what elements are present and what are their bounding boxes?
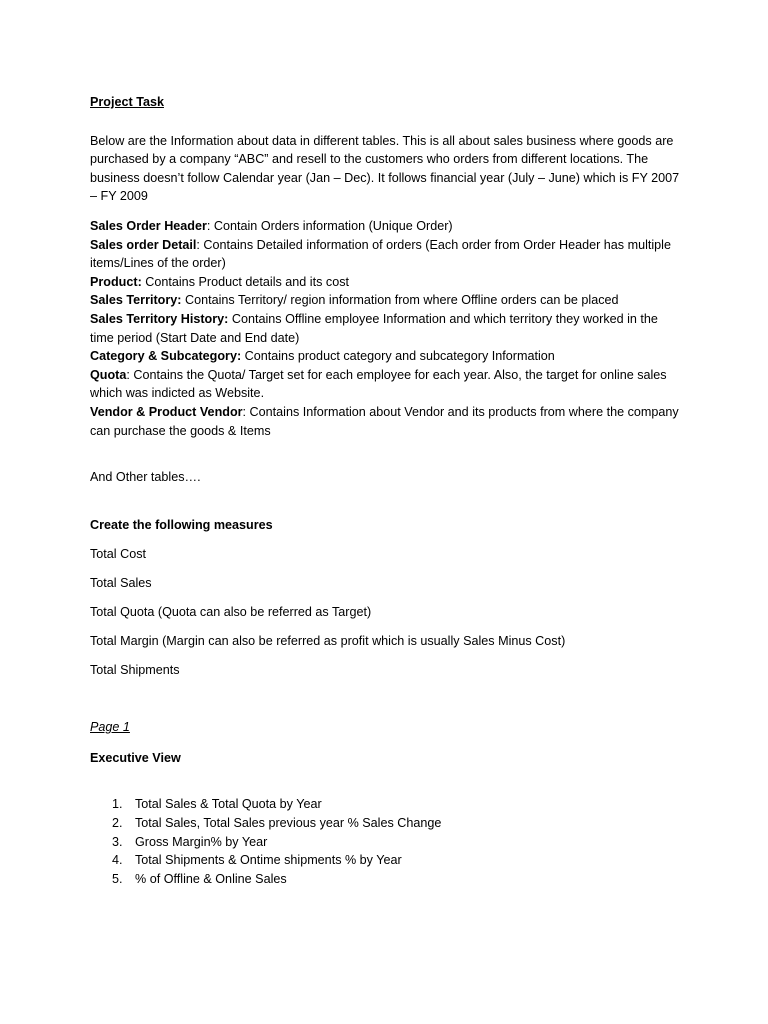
- measure-item: Total Margin (Margin can also be referred as profit which is usually Sales Minus Cost): [90, 633, 566, 648]
- list-item: [90, 833, 680, 852]
- definition-text: Contains Product details and its cost: [145, 274, 349, 289]
- definition-separator: :: [126, 367, 134, 382]
- list-item-text: Total Sales & Total Quota by Year: [135, 797, 322, 812]
- list-number: 2.: [112, 815, 123, 830]
- list-number: 1.: [112, 797, 123, 812]
- definition-item: [90, 310, 680, 347]
- list-number: 5.: [112, 871, 123, 886]
- definition-term: Quota: [90, 367, 127, 382]
- definition-item: [90, 273, 680, 292]
- definition-text: Contains product category and subcategory Information: [244, 349, 555, 364]
- definition-text: Contains Information about Vendor and its products from where the company can purchase the goods & Items: [90, 404, 679, 438]
- executive-view-list: [90, 795, 680, 888]
- list-item: [90, 814, 680, 833]
- list-item-text: Total Sales, Total Sales previous year % Sales Change: [135, 815, 442, 830]
- list-item: [90, 851, 680, 870]
- page-label: Page 1: [90, 720, 130, 735]
- table-definitions: [90, 217, 680, 440]
- document-content: [90, 93, 680, 888]
- definition-text: Contains Detailed information of orders (Each order from Order Header has multiple items/Lines of the order): [90, 237, 671, 271]
- definition-term: Sales Territory History:: [90, 311, 229, 326]
- list-item-text: Total Shipments & Ontime shipments % by Year: [135, 853, 402, 868]
- measure-item: Total Shipments: [90, 662, 180, 677]
- list-number: 4.: [112, 853, 123, 868]
- definition-separator: :: [196, 237, 204, 252]
- list-item-text: Gross Margin% by Year: [135, 834, 268, 849]
- definition-term: Sales Territory:: [90, 293, 182, 308]
- executive-view-heading: Executive View: [90, 750, 181, 765]
- definition-separator: :: [242, 404, 250, 419]
- document-title: Project Task: [90, 95, 164, 109]
- other-tables-note: And Other tables….: [90, 470, 201, 485]
- definition-item: [90, 217, 680, 236]
- measure-item: Total Sales: [90, 575, 152, 590]
- definition-term: Sales Order Header: [90, 218, 207, 233]
- definition-term: Category & Subcategory:: [90, 349, 242, 364]
- definition-text: Contain Orders information (Unique Order): [213, 218, 453, 233]
- list-item: [90, 795, 680, 814]
- definition-item: [90, 236, 680, 273]
- definition-item: [90, 366, 680, 403]
- definition-text: Contains Territory/ region information from where Offline orders can be placed: [184, 293, 619, 308]
- list-number: 3.: [112, 834, 123, 849]
- definition-term: Product:: [90, 274, 142, 289]
- measure-item: Total Quota (Quota can also be referred as Target): [90, 604, 372, 619]
- definition-text: Contains Offline employee Information and which territory they worked in the time period (Start Date and End date): [90, 311, 658, 345]
- measures-heading: Create the following measures: [90, 517, 273, 532]
- definition-item: [90, 291, 680, 310]
- definition-item: [90, 347, 680, 366]
- definition-separator: :: [206, 218, 214, 233]
- measure-item: Total Cost: [90, 546, 146, 561]
- definition-text: Contains the Quota/ Target set for each employee for each year. Also, the target for online sales which was indicted as Website.: [90, 367, 667, 401]
- list-item-text: % of Offline & Online Sales: [135, 871, 287, 886]
- definition-term: Vendor & Product Vendor: [90, 404, 243, 419]
- list-item: [90, 870, 680, 889]
- definition-term: Sales order Detail: [90, 237, 197, 252]
- intro-paragraph: Below are the Information about data in different tables. This is all about sales business where goods are purchased by a company “ABC” and resell to the customers who orders from different locations. The business doesn’t follow Calendar year (Jan – Dec). It follows financial year (July – June) which is FY 2007 – FY 2009: [90, 133, 680, 204]
- definition-item: [90, 403, 680, 440]
